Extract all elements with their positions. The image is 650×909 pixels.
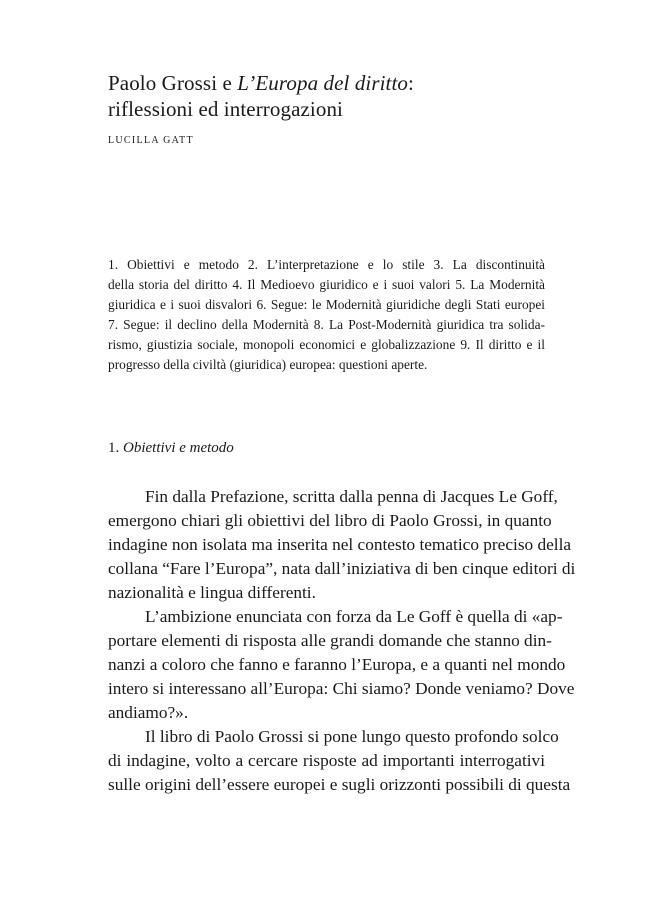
paragraph-line: L’ambizione enunciata con forza da Le Goff è quella di «ap- bbox=[145, 607, 563, 626]
toc-line: giuridica e i suoi disvalori 6. Segue: le Modernità giuridiche degli Stati europei bbox=[108, 297, 545, 312]
paragraph-line: collana “Fare l’Europa”, nata dall’iniziativa di ben cinque editori di bbox=[108, 559, 576, 578]
title-line-2: riflessioni ed interrogazioni bbox=[108, 97, 343, 121]
title-line-1: Paolo Grossi e L’Europa del diritto: bbox=[108, 71, 414, 95]
paragraph-line: Il libro di Paolo Grossi si pone lungo questo profondo solco bbox=[145, 727, 559, 746]
paragraph-line: emergono chiari gli obiettivi del libro di Paolo Grossi, in quanto bbox=[108, 511, 552, 530]
paragraph-line: sulle origini dell’essere europei e sugli orizzonti possibili di questa bbox=[108, 775, 571, 794]
toc-line: progresso della civiltà (giuridica) europea: questioni aperte. bbox=[108, 357, 428, 372]
paragraph-line: Fin dalla Prefazione, scritta dalla penna di Jacques Le Goff, bbox=[145, 487, 558, 506]
paragraph-line: nanzi a coloro che fanno e faranno l’Europa, e a quanti nel mondo bbox=[108, 655, 566, 674]
paragraph-line: portare elementi di risposta alle grandi domande che stanno din- bbox=[108, 631, 552, 650]
toc-line: 1. Obiettivi e metodo 2. L’interpretazione e lo stile 3. La discontinuità bbox=[108, 257, 545, 272]
toc-line: 7. Segue: il declino della Modernità 8. La Post-Modernità giuridica tra solida- bbox=[108, 317, 545, 332]
author-name: LUCILLA GATT bbox=[108, 135, 194, 146]
toc-line: rismo, giustizia sociale, monopoli economici e globalizzazione 9. Il diritto e il bbox=[108, 337, 545, 352]
title-book-name: L’Europa del diritto bbox=[237, 71, 409, 95]
section-title: Obiettivi e metodo bbox=[123, 440, 234, 456]
section-heading bbox=[108, 440, 234, 457]
paragraph-line: indagine non isolata ma inserita nel contesto tematico preciso della bbox=[108, 535, 572, 554]
section-number: 1. bbox=[108, 440, 123, 456]
paragraph-line: andiamo?». bbox=[108, 703, 189, 722]
paragraph-line: nazionalità e lingua differenti. bbox=[108, 583, 316, 602]
paragraph-line: intero si interessano all’Europa: Chi siamo? Donde veniamo? Dove bbox=[108, 679, 575, 698]
article-title bbox=[108, 70, 568, 122]
paragraph-line: di indagine, volto a cercare risposte ad importanti interrogativi bbox=[108, 751, 545, 770]
toc-line: della storia del diritto 4. Il Medioevo giuridico e i suoi valori 5. La Modernità bbox=[108, 277, 545, 292]
